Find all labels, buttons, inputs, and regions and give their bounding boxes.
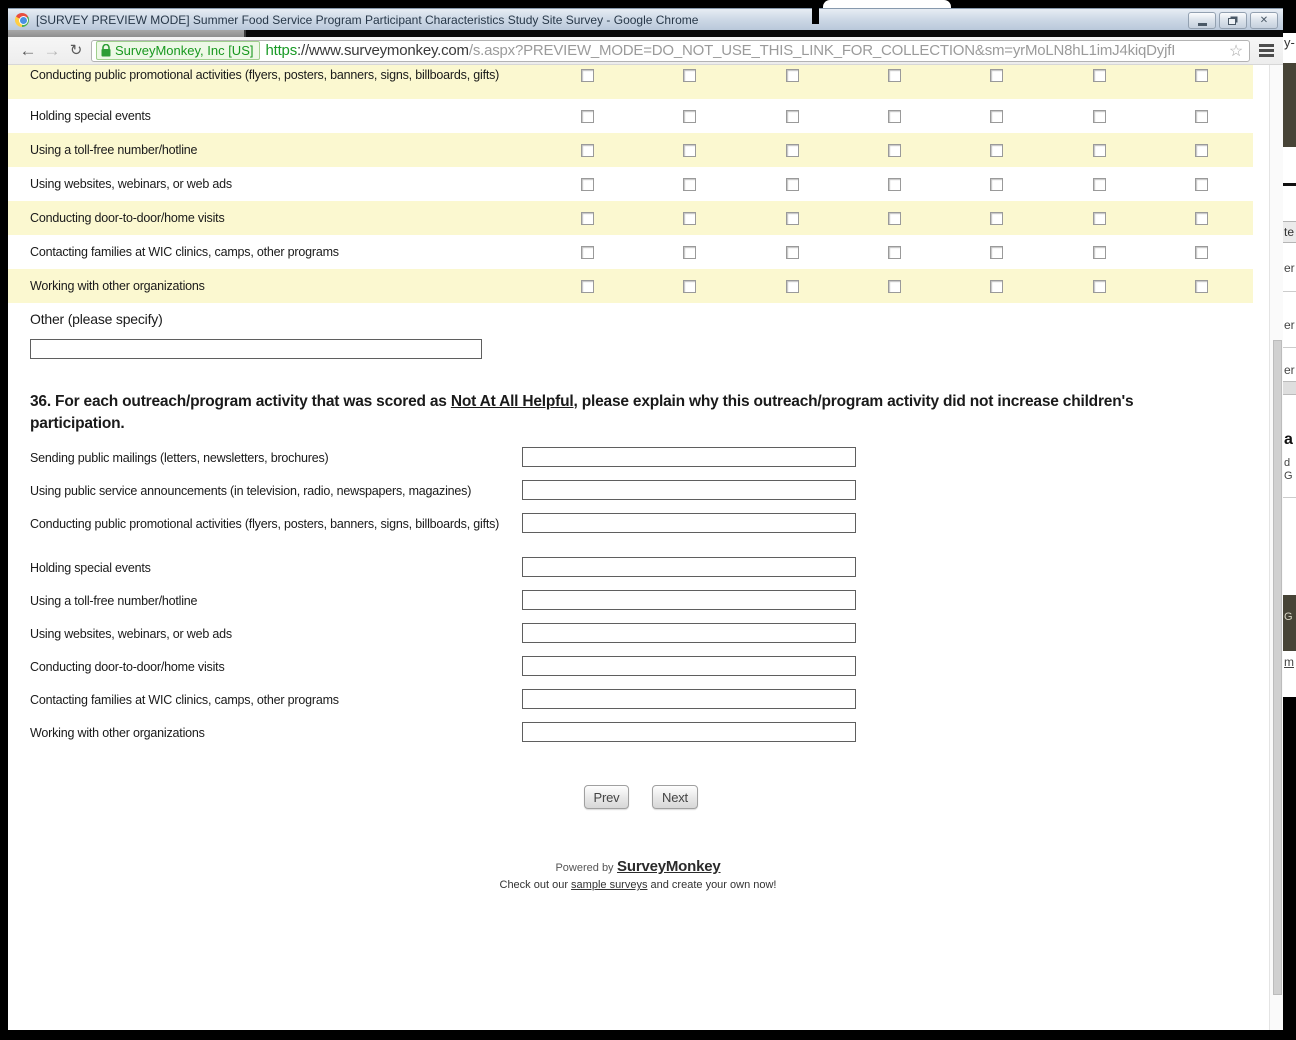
matrix-row-label-text: Conducting door-to-door/home visits [30,211,225,225]
matrix-checkbox[interactable] [1093,69,1106,82]
next-button[interactable]: Next [652,785,698,809]
surveymonkey-footer [8,858,1268,891]
matrix-cell [741,110,843,123]
matrix-row [8,201,1253,235]
matrix-row-label-text: Working with other organizations [30,279,205,293]
matrix-checkbox[interactable] [581,246,594,259]
matrix-cell [946,144,1048,157]
vertical-scrollbar[interactable] [1269,65,1283,1030]
matrix-checkbox[interactable] [1195,110,1208,123]
matrix-checkbox-group [536,110,1253,123]
matrix-cell [1048,178,1150,191]
matrix-cell [843,69,945,82]
tagline-post: and create your own now! [647,879,777,891]
matrix-checkbox[interactable] [990,110,1003,123]
matrix-cell [741,69,843,82]
matrix-cell [741,212,843,225]
matrix-cell [536,110,638,123]
matrix-checkbox[interactable] [786,110,799,123]
ev-badge-label: SurveyMonkey, Inc [US] [115,43,254,58]
matrix-cell [1048,144,1150,157]
peek-divider [1283,347,1296,348]
matrix-checkbox[interactable] [786,69,799,82]
explain-row-label: Working with other organizations [30,726,205,740]
explain-row-label: Holding special events [30,561,151,575]
matrix-cell [536,280,638,293]
matrix-row [8,133,1253,167]
background-window-edge[interactable] [1283,0,1296,1040]
titlebar[interactable] [8,8,1283,30]
matrix-cell [638,212,740,225]
matrix-cell [741,144,843,157]
matrix-cell [1048,280,1150,293]
matrix-checkbox-group [536,69,1253,82]
tagline-pre: Check out our [499,879,572,891]
explain-row-input[interactable] [522,689,856,709]
matrix-cell [1151,178,1253,191]
matrix-row-label-text: Using websites, webinars, or web ads [30,177,232,191]
matrix-row-label-text: Holding special events [30,109,151,123]
matrix-checkbox[interactable] [1093,144,1106,157]
matrix-cell [946,280,1048,293]
matrix-cell [536,69,638,82]
explain-row-input[interactable] [522,480,856,500]
matrix-checkbox-group [536,246,1253,259]
chrome-window [8,8,1283,1030]
peek-text-fragment: d [1284,457,1291,469]
matrix-cell [843,212,945,225]
url-text [265,42,1226,59]
matrix-checkbox[interactable] [888,246,901,259]
peek-text-fragment: G [1284,470,1293,482]
restore-icon [1228,18,1236,25]
matrix-checkbox[interactable] [683,280,696,293]
peek-text-fragment: te [1283,221,1296,243]
matrix-cell [638,144,740,157]
matrix-checkbox[interactable] [581,110,594,123]
matrix-row [8,269,1253,303]
matrix-cell [741,246,843,259]
matrix-cell [843,178,945,191]
explain-row-input[interactable] [522,557,856,577]
prev-button[interactable]: Prev [584,785,629,809]
bookmark-star-icon[interactable]: ☆ [1228,42,1244,60]
matrix-checkbox[interactable] [888,110,901,123]
url-scheme: https [265,42,298,59]
matrix-checkbox[interactable] [786,280,799,293]
matrix-row-label [8,176,536,192]
matrix-cell [536,212,638,225]
q36-prefix: 36. For each outreach/program activity that was scored as [30,393,451,410]
other-specify-label: Other (please specify) [30,311,163,327]
matrix-checkbox[interactable] [683,69,696,82]
peek-olive-block: G [1283,595,1296,651]
matrix-checkbox[interactable] [990,280,1003,293]
matrix-checkbox-group [536,178,1253,191]
helpfulness-matrix [8,65,1253,303]
matrix-cell [843,144,945,157]
matrix-checkbox[interactable] [990,212,1003,225]
matrix-checkbox[interactable] [1195,69,1208,82]
minimize-button[interactable] [1188,12,1216,29]
matrix-row-label-text: Conducting public promotional activities (flyers, posters, banners, signs, billboards, gifts) [30,68,500,82]
matrix-checkbox[interactable] [990,144,1003,157]
matrix-cell [946,178,1048,191]
matrix-cell [536,178,638,191]
matrix-row-label [8,210,536,226]
tab-strip-highlight [8,30,246,37]
surveymonkey-link[interactable]: SurveyMonkey [617,858,721,875]
matrix-checkbox[interactable] [990,178,1003,191]
forward-button[interactable]: → [43,40,61,60]
matrix-cell [1048,212,1150,225]
peek-divider [1283,497,1296,498]
explain-row-input[interactable] [522,656,856,676]
matrix-checkbox[interactable] [888,280,901,293]
matrix-cell [1048,69,1150,82]
matrix-cell [638,246,740,259]
matrix-checkbox[interactable] [888,144,901,157]
explain-row-label: Conducting public promotional activities (flyers, posters, banners, signs, billboards, gifts) [30,517,500,531]
back-button[interactable]: ← [19,40,37,60]
matrix-cell [1151,246,1253,259]
survey-page [8,65,1269,1030]
matrix-row-label [8,67,536,83]
restore-button[interactable] [1219,12,1247,29]
matrix-checkbox[interactable] [1093,110,1106,123]
browser-toolbar [8,37,1283,65]
matrix-checkbox[interactable] [1195,212,1208,225]
matrix-checkbox[interactable] [786,246,799,259]
matrix-checkbox[interactable] [683,246,696,259]
matrix-cell [638,178,740,191]
q36-suffix: , please explain why this outreach/program activity did not increase children's [573,393,1134,410]
matrix-cell [1048,246,1150,259]
matrix-checkbox[interactable] [1093,178,1106,191]
matrix-row [8,235,1253,269]
caption-buttons [1188,12,1278,29]
matrix-cell [946,246,1048,259]
matrix-checkbox[interactable] [1093,280,1106,293]
explain-row-input[interactable] [522,447,856,467]
tab-strip [8,30,1283,37]
peek-text-fragment: er [1284,363,1295,377]
matrix-checkbox[interactable] [888,69,901,82]
url-host: ://www.surveymonkey.com [297,42,469,59]
matrix-checkbox[interactable] [786,212,799,225]
matrix-checkbox[interactable] [1093,212,1106,225]
matrix-cell [741,178,843,191]
powered-by-text: Powered by [555,862,614,874]
chrome-logo-icon [15,13,29,27]
scrollbar-thumb[interactable] [1273,340,1282,995]
matrix-checkbox[interactable] [786,178,799,191]
matrix-checkbox[interactable] [888,212,901,225]
matrix-cell [946,110,1048,123]
matrix-checkbox[interactable] [581,280,594,293]
matrix-checkbox[interactable] [683,110,696,123]
address-bar[interactable] [91,40,1250,62]
matrix-checkbox[interactable] [1195,178,1208,191]
matrix-checkbox[interactable] [683,212,696,225]
padlock-icon [101,44,111,57]
matrix-cell [536,246,638,259]
matrix-checkbox[interactable] [990,246,1003,259]
matrix-cell [1151,144,1253,157]
matrix-checkbox[interactable] [1195,246,1208,259]
matrix-checkbox[interactable] [683,144,696,157]
matrix-cell [1048,110,1150,123]
question-36-heading [30,391,1210,435]
matrix-cell [843,246,945,259]
peek-text-fragment: a [1284,431,1293,448]
explain-row-label: Contacting families at WIC clinics, camps, other programs [30,693,339,707]
matrix-checkbox[interactable] [581,69,594,82]
ev-certificate-badge[interactable] [96,41,260,60]
peek-text-fragment: er [1284,261,1295,275]
matrix-cell [843,110,945,123]
matrix-cell [638,69,740,82]
matrix-row-label-text: Using a toll-free number/hotline [30,143,198,157]
matrix-row-label [8,244,536,260]
matrix-checkbox[interactable] [1195,280,1208,293]
matrix-cell [638,110,740,123]
matrix-checkbox[interactable] [786,144,799,157]
matrix-row [8,99,1253,133]
matrix-checkbox-group [536,212,1253,225]
explain-row-input[interactable] [522,590,856,610]
matrix-checkbox[interactable] [581,212,594,225]
matrix-row-label [8,142,536,158]
matrix-checkbox[interactable] [990,69,1003,82]
matrix-cell [946,69,1048,82]
matrix-cell [536,144,638,157]
sample-surveys-link[interactable]: sample surveys [571,879,648,891]
matrix-cell [1151,110,1253,123]
background-window-content [1283,33,1296,697]
minimize-icon [1198,23,1207,26]
peek-gray-block [1283,381,1296,395]
reload-button[interactable]: ↻ [69,41,83,59]
url-path: /s.aspx?PREVIEW_MODE=DO_NOT_USE_THIS_LINK_FOR_COLLECTION&sm=yrMoLN8hL1imJ4kiqDyjfI [468,42,1176,59]
explain-row-label: Sending public mailings (letters, newsletters, brochures) [30,451,329,465]
explain-row-input[interactable] [522,722,856,742]
matrix-checkbox[interactable] [888,178,901,191]
peek-text-fragment: y- [1284,35,1295,50]
matrix-cell [1151,212,1253,225]
matrix-row [8,167,1253,201]
explain-row-label: Using public service announcements (in television, radio, newspapers, magazines) [30,484,472,498]
close-button[interactable]: ✕ [1250,12,1278,29]
matrix-cell [1151,280,1253,293]
other-specify-input[interactable] [30,339,482,359]
peek-text-fragment: er [1284,318,1295,332]
explain-row-input[interactable] [522,513,856,533]
peek-divider [1283,291,1296,292]
chrome-menu-icon[interactable] [1254,40,1278,62]
desktop-gap [812,0,819,24]
peek-olive-block [1283,63,1296,147]
explain-row-label: Conducting door-to-door/home visits [30,660,225,674]
matrix-checkbox[interactable] [1195,144,1208,157]
explain-row-label: Using websites, webinars, or web ads [30,627,232,641]
q36-line2: participation. [30,415,125,432]
matrix-cell [638,280,740,293]
matrix-checkbox-group [536,280,1253,293]
matrix-checkbox[interactable] [683,178,696,191]
matrix-row [8,65,1253,99]
q36-underlined-term: Not At All Helpful [450,393,574,410]
matrix-checkbox[interactable] [581,144,594,157]
matrix-cell [1151,69,1253,82]
matrix-cell [946,212,1048,225]
matrix-checkbox[interactable] [1093,246,1106,259]
explain-row-input[interactable] [522,623,856,643]
matrix-row-label [8,278,536,294]
matrix-checkbox[interactable] [581,178,594,191]
matrix-row-label-text: Contacting families at WIC clinics, camps, other programs [30,245,339,259]
matrix-checkbox-group [536,144,1253,157]
matrix-cell [741,280,843,293]
peek-divider [1283,183,1296,186]
matrix-row-label [8,108,536,124]
matrix-cell [843,280,945,293]
explain-row-label: Using a toll-free number/hotline [30,594,198,608]
peek-link-fragment: m [1284,655,1294,669]
window-title: [SURVEY PREVIEW MODE] Summer Food Service Program Participant Characteristics Study Site Survey - Google Chrome [36,12,699,27]
powered-by-line [8,858,1268,875]
tagline [8,879,1268,891]
